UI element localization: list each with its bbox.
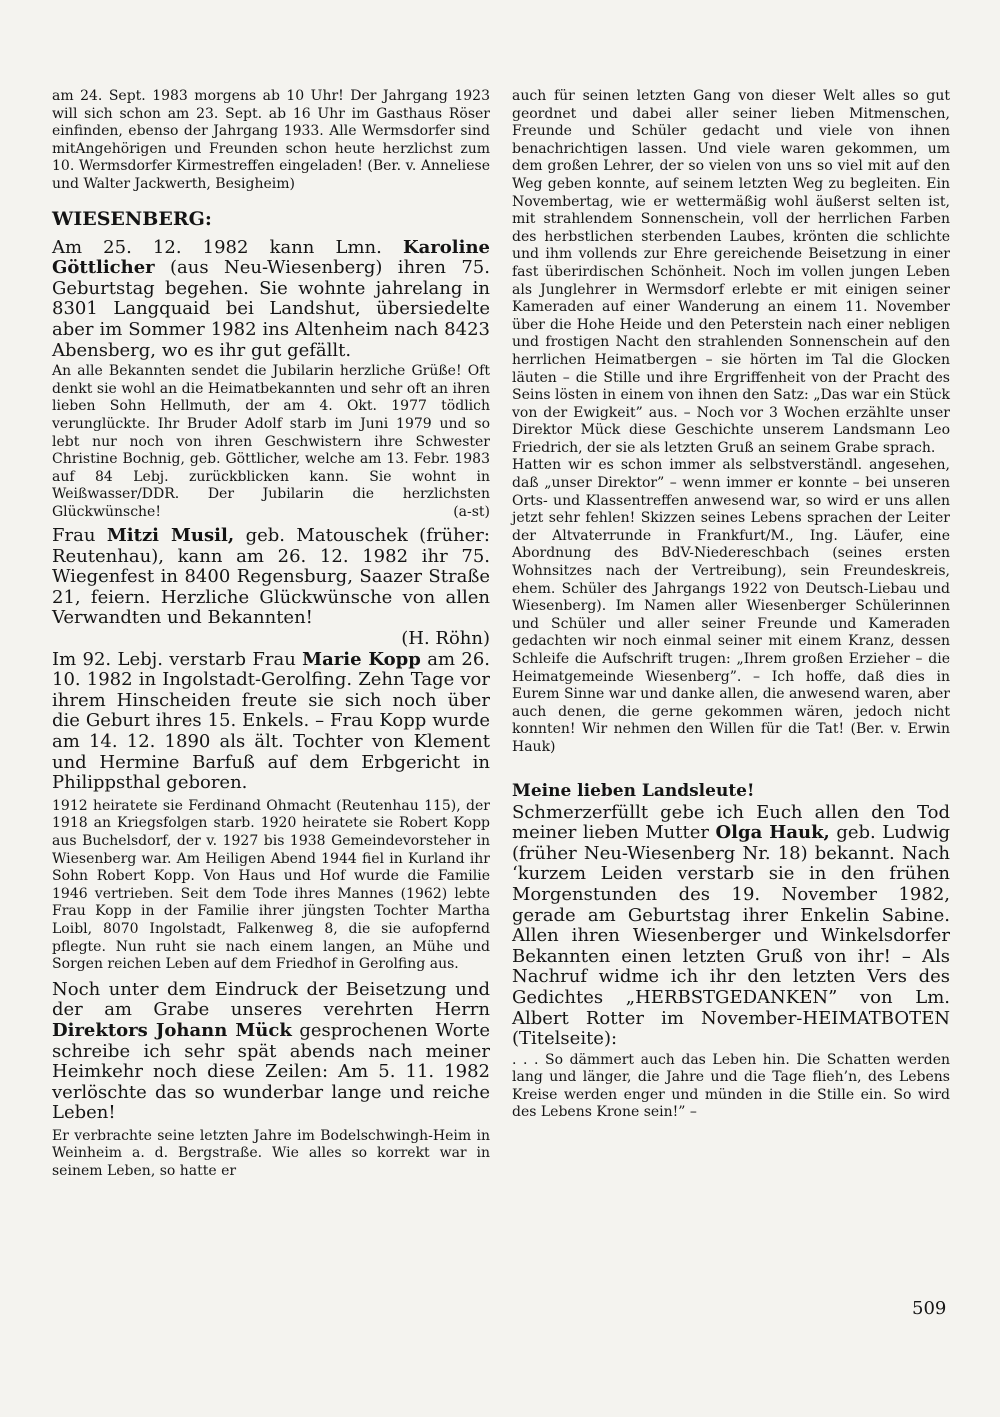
person-name: Marie Kopp (302, 648, 421, 670)
section-heading-landsleute: Meine lieben Landsleute! (512, 780, 755, 801)
person-name: Mitzi Musil, (106, 525, 235, 547)
article-mueck: Noch unter dem Eindruck der Beisetzung und der am Grabe unseres verehrten Herrn Direktors Johann Mück gesprochenen Worte schreibe ich sehr spät abends nach meiner Heimkehr noch diese Zeilen: Am 5. 11. 1982 verlöschte das so wunderbar lange und reiche Leben! (52, 978, 490, 1124)
article-goettlicher: Am 25. 12. 1982 kann Lmn. Karoline Göttlicher (aus Neu-Wiesenberg) ihren 75. Geburtstag begehen. Sie wohnte jahrelang in 8301 Langquaid bei Landshut, übersiedelte aber im Sommer 1982 ins Altenheim nach 8423 Abensberg, wo es ihr gut gefällt. (52, 236, 490, 361)
funeral-paragraph: auch für seinen letzten Gang von dieser Welt alles so gut geordnet und dabei aller seiner lieben Mitmenschen, Freunde und Schüler gedacht und viele von ihnen benachrichtigen lassen. Und viele waren gekommen, um dem großen Lehrer, der so vielen von uns so viel mit auf den Weg geben konnte, auf seinem letzten Weg zu begleiten. Ein Novembertag, wie er wettermäßig wohl äußerst selten ist, mit strahlendem Sonnenschein, voll der herrlichen Farben des herbstlichen sterbenden Laubes, krönten die schlichte und ihm vollends zur Ehre gereichende Beisetzung in einer fast überirdischen Schönheit. Noch im vollen jungen Leben als Junglehrer in Wermsdorf erlebte er mit einigen seiner Kameraden auf einer Wanderung an einem 11. November über die Hohe Heide und den Peterstein nach einer nebligen und frostigen Nacht den strahlenden Sonnenschein auf den herrlichen Heimatbergen – sie hörten im Tal die Glocken läuten – die Stille und ihre Ergriffenheit von der Pracht des Seins lösten in einem von ihnen den Satz: „Das war ein Stück von der Ewigkeit” aus. – Noch vor 3 Wochen erzählte unser Direktor Mück diese Geschichte unserem Landsmann Leo Friedrich, der sie als letzten Gruß an seinem Grabe sprach. (512, 88, 950, 456)
left-column (52, 88, 490, 1181)
intro-paragraph: am 24. Sept. 1983 morgens ab 10 Uhr! Der Jahrgang 1923 will sich schon am 23. Sept. ab 16 Uhr im Gasthaus Röser einfinden, ebenso der Jahrgang 1933. Alle Wermsdorfer sind mitAngehörigen und Freunden schon heute herzlichst zum 10. Wermsdorfer Kirmestreffen eingeladen! (Ber. v. Anneliese und Walter Jackwerth, Besigheim) (52, 88, 490, 192)
article-kopp-detail: 1912 heiratete sie Ferdinand Ohmacht (Reutenhau 115), der 1918 an Kriegsfolgen starb. 1920 heiratete sie Robert Kopp aus Buchelsdorf, der v. 1927 bis 1938 Gemeindevorsteher in Wiesenberg war. Am Heiligen Abend 1944 fiel in Kurland ihr Sohn Robert Kopp. Von Haus und Hof wurde die Familie 1946 vertrieben. Seit dem Tode ihres Mannes (1962) lebte Frau Kopp in der Familie ihrer jüngsten Tochter Martha Loibl, 8070 Ingolstadt, Falkenweg 8, die sie aufopfernd pflegte. Nun ruht sie nach einem langen, an Mühe und Sorgen reichen Leben auf dem Friedhof in Gerolfing aus. (52, 797, 490, 973)
poem-quote: . . . So dämmert auch das Leben hin. Die Schatten werden lang und länger, die Jahre und die Tage flieh’n, des Lebens Kreise werden enger und münden in die Stille ein. So wird des Lebens Krone sein!” – (512, 1051, 950, 1121)
signature: (a-st) (453, 504, 490, 521)
article-hauk: Schmerzerfüllt gebe ich Euch allen den Tod meiner lieben Mutter Olga Hauk, geb. Ludwig (früher Neu-Wiesenberg Nr. 18) bekannt. Nach ‘kurzem Leiden verstarb sie in den frühen Morgenstunden des 19. November 1982, gerade am Geburtstag ihrer Enkelin Sabine. Allen ihren Wiesenberger und Winkelsdorfer Bekannten einen letzten Gruß von ihr! – Als Nachruf widme ich ihr den letzten Vers des Gedichtes „HERBSTGEDANKEN” von Lm. Albert Rotter im November-HEIMATBOTEN (Titelseite): (512, 801, 950, 1050)
person-name: Karoline Göttlicher (52, 236, 490, 279)
article-mueck-detail: Er verbrachte seine letzten Jahre im Bodelschwingh-Heim in Weinheim a. d. Bergstraße. Wie alles so korrekt war in seinem Leben, so hatte er (52, 1127, 490, 1180)
memorial-paragraph: Hatten wir es schon immer als selbstverständl. angesehen, daß „unser Direktor” – wenn immer er konnte – bei unseren Orts- und Klassentreffen anwesend war, so wird er uns allen jetzt sehr fehlen! Skizzen seines Lebens sprachen der Leiter der Altvaterrunde in Frankfurt/M., Ing. Läufer, eine Abordnung des BdV-Niedereschbach (seines ersten Wohnsitzes nach der Vertreibung), sein Freundeskreis, ehem. Schüler des Jahrgangs 1922 von Deutsch-Liebau und Wiesenberg). Im Namen aller Wiesenberger Schülerinnen und Schüler und aller seiner Freunde und Kameraden gedachten wir noch einmal seiner mit einem Kranz, dessen Schleife die Aufschrift trugen: „Ihrem großen Erzieher – die Heimatgemeinde Wiesenberg”. – Ich hoffe, daß dies in Eurem Sinne war und danke allen, die anwesend waren, aber auch denen, die gerne gekommen wären, jedoch nicht konnten! Wir nehmen den Willen für die Tat! (Ber. v. Erwin Hauk) (512, 457, 950, 755)
page-number: 509 (912, 1298, 947, 1319)
article-kopp: Im 92. Lebj. verstarb Frau Marie Kopp am 26. 10. 1982 in Ingolstadt-Gerolfing. Zehn Tage vor ihrem Hinscheiden freute sie sich noch über die Geburt ihres 15. Enkels. – Frau Kopp wurde am 14. 12. 1890 als ält. Tochter von Klement und Hermine Barfuß auf dem Erbgericht in Philippsthal geboren. (52, 648, 490, 794)
right-column (512, 88, 950, 1122)
signature: (H. Röhn) (401, 628, 490, 650)
article-goettlicher-detail: An alle Bekannten sendet die Jubilarin herzliche Grüße! Oft denkt sie wohl an die Heimatbekannten und sehr oft an ihren lieben Sohn Hellmuth, der am 4. Okt. 1977 tödlich verunglückte. Ihr Bruder Adolf starb im Juni 1979 und so lebt nur noch von ihren Geschwistern ihre Schwester Christine Bochnig, geb. Göttlicher, welche am 13. Febr. 1983 auf 84 Lebj. zurückblicken kann. Sie wohnt in Weißwasser/DDR. Der Jubilarin die herzlichsten Glückwünsche! (52, 363, 490, 520)
article-musil: Frau Mitzi Musil, geb. Matouschek (früher: Reutenhau), kann am 26. 12. 1982 ihr 75. Wiegenfest in 8400 Regensburg, Saazer Straße 21, feiern. Herzliche Glückwünsche von allen Verwandten und Bekannten! (52, 525, 490, 629)
person-name: Direktors Johann Mück (52, 1019, 292, 1041)
section-heading-wiesenberg: WIESENBERG: (52, 207, 212, 230)
person-name: Olga Hauk, (715, 822, 830, 844)
